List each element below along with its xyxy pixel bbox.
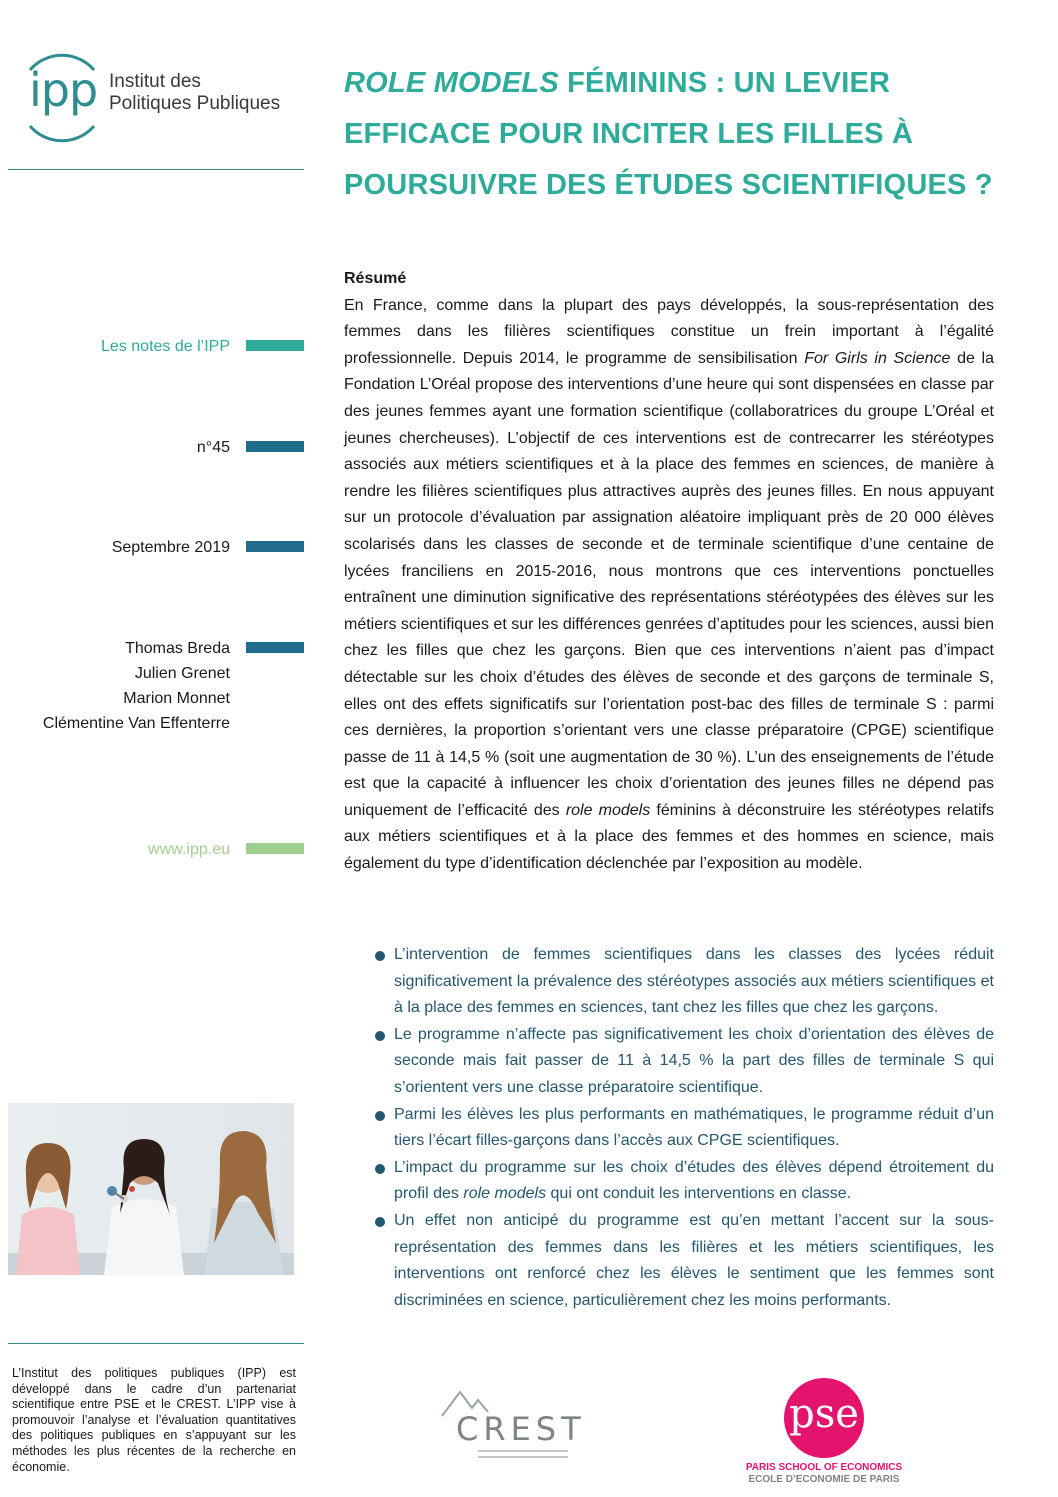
author-name: Thomas Breda <box>125 640 230 657</box>
header-rule <box>8 169 304 170</box>
crest-subline <box>478 1450 568 1452</box>
key-point-text: L’impact du programme sur les choix d’études des élèves dépend étroitement du profil des <box>394 1158 994 1203</box>
abstract-text: de la Fondation L’Oréal propose des interventions d’une heure qui sont dispensées en classe par des jeunes femmes ayant une formation scientifique (collaboratrices du groupe L’Oréal et jeunes chercheuses). L’objectif de ces interventions est de contrecarrer les stéréotypes associés aux métiers scientifiques et à la place des femmes en sciences, de manière à rendre les filières scientifiques plus attractives auprès des jeunes filles. En nous appuyant sur un protocole d’évaluation par assignation aléatoire impliquant près de 20 000 élèves scolarisés dans les classes de seconde et de terminale scientifique d’une centaine de lycées franciliens en 2015-2016, nous montrons que ces interventions ponctuelles entraînent une diminution significative des représentations stéréotypées des élèves sur les métiers scientifiques et sur les différences genrées d’aptitudes pour les sciences, aussi bien chez les filles que chez les garçons. Bien que ces interventions n’aient pas d’impact détectable sur les choix d’études des élèves de seconde et des garçons de terminale S, elles ont des effets significatifs sur l’orientation post-bac des filles de terminale S : parmi ces dernières, la proportion s’orientant vers une classe préparatoire (CPGE) scientifique passe de 11 à 14,5 % (soit une augmentation de 30 %). L’un des enseignements de l’étude est que la capacité à influencer les choix d’orientation des jeunes filles ne dépend pas uniquement de l’efficacité des <box>344 349 995 819</box>
pse-logo <box>736 1376 912 1486</box>
key-point: Un effet non anticipé du programme est qu’en mettant l’accent sur la sous-représentation des femmes dans les filières et les métiers scientifiques, les interventions ont renforcé chez les élèves le sentiment que les femmes sont discriminées en science, particulièrement chez les moins performants. <box>372 1208 994 1314</box>
pse-line2: ECOLE D’ECONOMIE DE PARIS <box>748 1474 900 1485</box>
key-point-italic: role models <box>463 1185 547 1203</box>
ipp-logo <box>22 44 312 144</box>
author-name: Marion Monnet <box>123 690 230 707</box>
students-photo-illustration <box>8 1103 294 1275</box>
key-point: L’intervention de femmes scientifiques dans les classes des lycées réduit significativement la prévalence des stéréotypes associés aux métiers scientifiques et à la place des femmes en sciences, tant chez les filles que chez les garçons. <box>372 942 994 1022</box>
publication-date: Septembre 2019 <box>111 539 230 556</box>
authors <box>43 636 230 736</box>
authors-bar <box>246 642 304 653</box>
ipp-about-text: L’Institut des politiques publiques (IPP) est développé dans le cadre d’un partenariat scientifique entre PSE et le CREST. L’IPP vise à promouvoir l’analyse et l’évaluation quantitatives des politiques publiques en s’appuyant sur les méthodes les plus récentes de la recherche en économie. <box>12 1366 296 1474</box>
key-points-list <box>372 942 994 1314</box>
key-point <box>372 1155 994 1208</box>
number-bar <box>246 441 304 452</box>
note-number: n°45 <box>196 439 230 456</box>
abstract-heading: Résumé <box>344 270 407 287</box>
abstract-text: En France, comme dans la plupart des pays développés, la sous-représentation des femmes dans les filières scientifiques constitue un frein important à l’égalité professionnelle. Depuis 2014, le programme de sensibilisation <box>344 296 994 367</box>
website-link[interactable]: www.ipp.eu <box>148 841 230 858</box>
pse-line1: PARIS SCHOOL OF ECONOMICS <box>745 1462 903 1473</box>
students-photo <box>8 1103 294 1275</box>
series-bar <box>246 340 304 351</box>
key-point: Parmi les élèves les plus performants en mathématiques, le programme réduit d’un tiers l’écart filles-garçons dans l’accès aux CPGE scientifiques. <box>372 1102 994 1155</box>
author-name: Julien Grenet <box>134 665 230 682</box>
abstract-body <box>344 293 994 878</box>
abstract-italic: role models <box>565 801 651 819</box>
pse-mark: pse <box>789 1391 859 1437</box>
abstract-text: féminins à déconstruire les stéréotypes relatifs aux métiers scientifiques et à la place des femmes et des hommes en science, mais également du type d’identification déclenchée par l’exposition au modèle. <box>344 801 995 873</box>
page-title <box>344 58 1044 211</box>
logo-name-line2: Politiques Publiques <box>109 93 281 114</box>
author-name: Clémentine Van Effenterre <box>42 715 230 732</box>
logo-abbr: ipp <box>29 63 98 117</box>
crest-subline <box>478 1456 568 1458</box>
title-italic: ROLE MODELS <box>344 67 559 99</box>
crest-logo <box>438 1386 586 1466</box>
website-bar <box>246 843 304 854</box>
abstract-italic: For Girls in Science <box>804 349 951 367</box>
title-rest: FÉMININS : UN LEVIER EFFICACE POUR INCITER LES FILLES À POURSUIVRE DES ÉTUDES SCIENTIFIQUES ? <box>344 67 993 201</box>
date-bar <box>246 541 304 552</box>
series-label: Les notes de l’IPP <box>101 338 230 355</box>
key-point-text: qui ont conduit les interventions en classe. <box>546 1185 852 1203</box>
abstract <box>344 266 994 878</box>
logo-name-line1: Institut des <box>109 71 201 92</box>
key-point: Le programme n’affecte pas significativement les choix d’orientation des élèves de seconde mais fait passer de 11 à 14,5 % la part des filles de terminale S qui s’orientent vers une classe préparatoire scientifique. <box>372 1022 994 1102</box>
crest-name: CREST <box>456 1410 586 1448</box>
footer-rule <box>8 1343 304 1344</box>
